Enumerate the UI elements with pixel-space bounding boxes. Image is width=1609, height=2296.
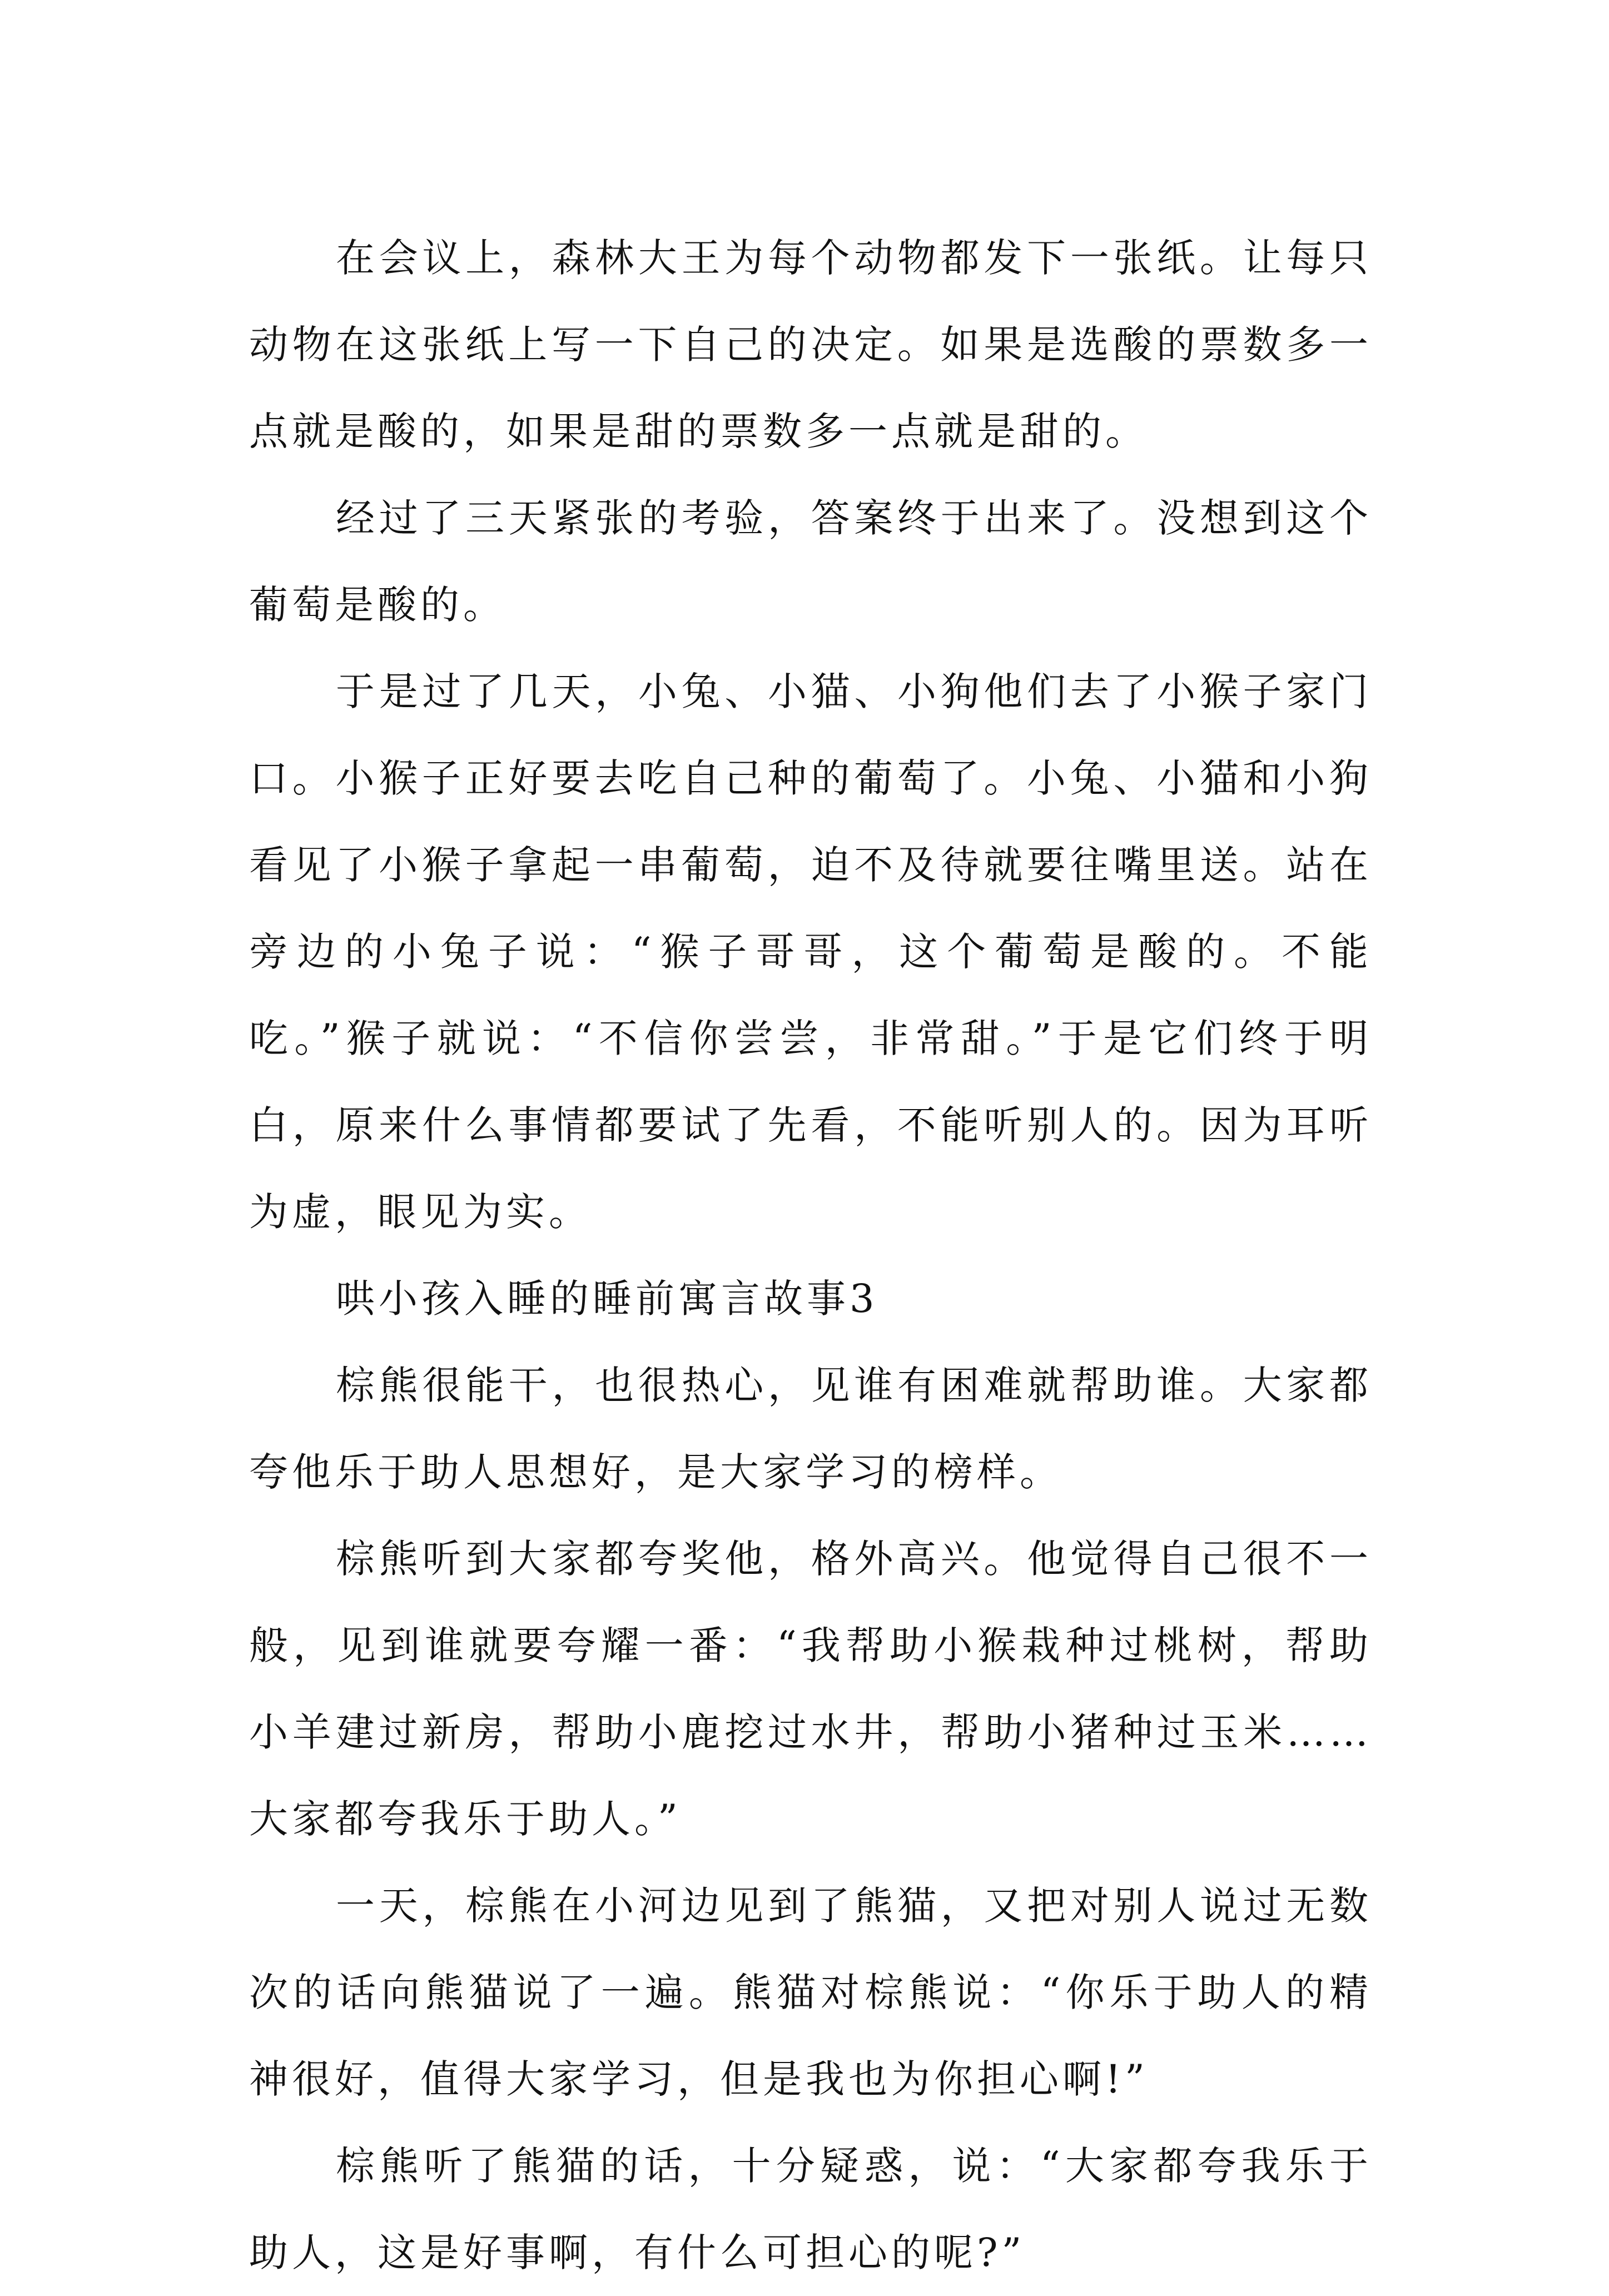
section-heading: 哄小孩入睡的睡前寓言故事3 (336, 1276, 878, 1321)
document-body (249, 215, 1372, 2296)
paragraph: 棕熊听了熊猫的话，十分疑惑，说：“大家都夸我乐于助人，这是好事啊，有什么可担心的呢?” (249, 2143, 1372, 2275)
paragraph: 一天，棕熊在小河边见到了熊猫，又把对别人说过无数次的话向熊猫说了一遍。熊猫对棕熊说：“你乐于助人的精神很好，值得大家学习，但是我也为你担心啊!” (249, 1883, 1372, 2102)
paragraph: 经过了三天紧张的考验，答案终于出来了。没想到这个葡萄是酸的。 (249, 495, 1372, 628)
paragraph: 于是过了几天，小兔、小猫、小狗他们去了小猴子家门口。小猴子正好要去吃自己种的葡萄了。小兔、小猫和小狗看见了小猴子拿起一串葡萄，迫不及待就要往嘴里送。站在旁边的小兔子说：“猴子哥哥，这个葡萄是酸的。不能吃。”猴子就说：“不信你尝尝，非常甜。”于是它们终于明白，原来什么事情都要试了先看，不能听别人的。因为耳听为虚，眼见为实。 (249, 669, 1372, 1235)
paragraph: 棕熊听到大家都夸奖他，格外高兴。他觉得自己很不一般，见到谁就要夸耀一番：“我帮助小猴栽种过桃树，帮助小羊建过新房，帮助小鹿挖过水井，帮助小猪种过玉米……大家都夸我乐于助人。” (249, 1536, 1372, 1842)
paragraph: 棕熊很能干，也很热心，见谁有困难就帮助谁。大家都夸他乐于助人思想好，是大家学习的榜样。 (249, 1363, 1372, 1495)
paragraph: 在会议上，森林大王为每个动物都发下一张纸。让每只动物在这张纸上写一下自己的决定。如果是选酸的票数多一点就是酸的，如果是甜的票数多一点就是甜的。 (249, 235, 1372, 454)
